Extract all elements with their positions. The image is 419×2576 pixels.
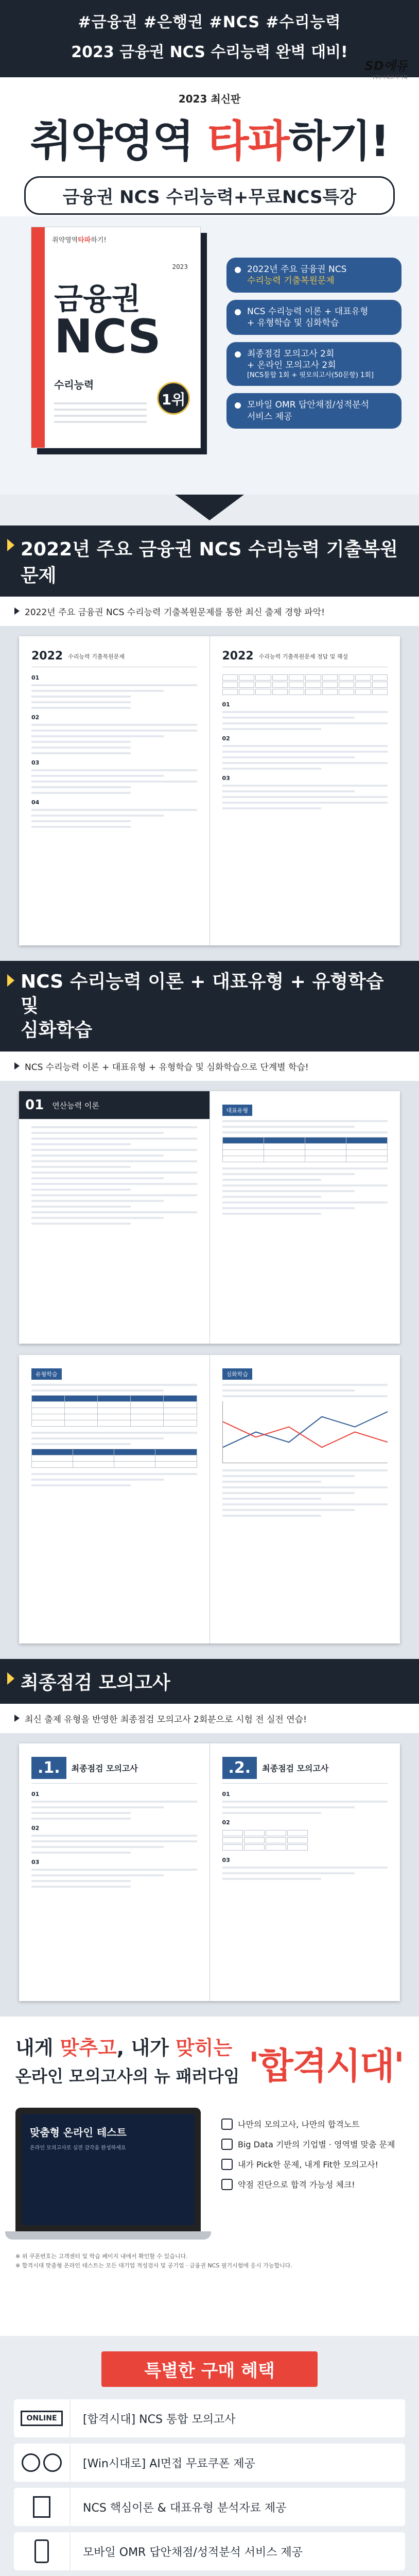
mock-1-number: .1. xyxy=(31,1757,66,1779)
feature-badges xyxy=(226,258,401,436)
question-number: 02 xyxy=(31,714,40,721)
benefit-text: NCS 핵심이론 & 대표유형 분석자료 제공 xyxy=(83,2501,287,2515)
section-3-preview xyxy=(0,1733,419,2016)
brand-logo-text: SD에듀 xyxy=(364,59,408,73)
laptop-illustration xyxy=(15,2108,211,2240)
laptop-body xyxy=(15,2108,201,2231)
section-1-desc: 2022년 주요 금융권 NCS 수리능력 기출복원문제를 통한 최신 출제 경향 파악! xyxy=(0,597,419,626)
question-number: 04 xyxy=(31,799,40,806)
line-chart-figure xyxy=(222,1401,388,1463)
ad-headline-c: , 내가 xyxy=(116,2037,176,2060)
question-number: 01 xyxy=(31,674,40,681)
page-header xyxy=(31,650,197,667)
spread-2b-left-page xyxy=(19,1355,210,1643)
answer-number: 01 xyxy=(222,701,230,708)
section-2-title xyxy=(0,961,419,1052)
page-label: 수리능력 기출복원문제 xyxy=(68,653,125,660)
question-number: 03 xyxy=(31,759,40,766)
ad-note-1: ※ 위 쿠폰번호는 고객센터 및 학습 페이지 내에서 확인할 수 있습니다. xyxy=(15,2253,188,2260)
rank-seal-icon: 1위 xyxy=(157,382,190,415)
section-2-title-line1: NCS 수리능력 이론 + 대표유형 + 유형학습 및 xyxy=(21,971,384,1016)
book-cover xyxy=(31,227,201,448)
online-test-ad xyxy=(0,2016,419,2336)
ad-notes xyxy=(15,2252,404,2270)
badge-3-line3: [NCS통합 1회 + 핏모의고사(50문항) 1회] xyxy=(247,371,374,379)
data-table xyxy=(222,1137,388,1162)
book-spread-1 xyxy=(19,636,400,945)
book-text-lines xyxy=(54,402,147,427)
pick-icon xyxy=(221,2159,233,2170)
chapter-number: 01 xyxy=(25,1097,44,1113)
badge-4-line2: 서비스 제공 xyxy=(247,411,292,422)
question-number: 03 xyxy=(222,1857,230,1864)
feature-badge-2 xyxy=(226,300,401,335)
section-2-preview xyxy=(0,1081,419,1659)
data-table xyxy=(31,1395,197,1427)
ad-feature-item xyxy=(221,2138,404,2150)
section-2-title-line2: 심화학습 xyxy=(21,1019,93,1041)
ad-feature-list xyxy=(221,2108,404,2240)
book-series xyxy=(52,234,107,244)
interview-icon xyxy=(14,2444,71,2482)
book-spread-2b xyxy=(19,1355,400,1643)
hero-subtitle: 금융권 NCS 수리능력+무료NCS특강 xyxy=(24,176,395,215)
question-number: 02 xyxy=(222,1819,230,1826)
hero-title-suffix: 하기! xyxy=(288,116,389,166)
spread-2a-left-page xyxy=(19,1091,210,1344)
ad-feature-item xyxy=(221,2118,404,2130)
book-series-c: 하기! xyxy=(91,236,107,244)
hero-title-highlight: 타파 xyxy=(207,116,289,166)
book-series-b: 타파 xyxy=(78,236,91,244)
ad-subheadline: 온라인 모의고사의 뉴 패러다임 xyxy=(15,2066,240,2087)
badge-4-line1: 모바일 OMR 답안채점/성적분석 xyxy=(247,400,370,411)
spread-1-left-page xyxy=(19,636,210,945)
book-series-a: 취약영역 xyxy=(52,236,78,244)
ad-feature-item xyxy=(221,2158,404,2170)
hero-visual xyxy=(0,216,419,495)
book-subject: 수리능력 xyxy=(54,379,94,391)
feature-badge-1 xyxy=(226,258,401,293)
benefit-text: 모바일 OMR 답안채점/성적분석 서비스 제공 xyxy=(83,2546,303,2559)
section-2-desc: NCS 수리능력 이론 + 대표유형 + 유형학습 및 심화학습으로 단계별 학습! xyxy=(0,1052,419,1081)
check-icon xyxy=(221,2179,233,2190)
page-year: 2022 xyxy=(31,650,63,663)
answer-grid xyxy=(222,674,388,695)
question-number: 02 xyxy=(31,1825,40,1832)
page-year: 2022 xyxy=(222,650,254,663)
hero-section xyxy=(0,0,419,526)
answer-number: 03 xyxy=(222,775,230,782)
page-header xyxy=(222,650,388,667)
mock-1-header xyxy=(31,1757,197,1784)
benefit-item xyxy=(14,2532,405,2570)
screen-subtitle: 온라인 모의고사로 실전 감각을 완성하세요 xyxy=(30,2145,126,2151)
study-badge: 심화학습 xyxy=(222,1368,253,1380)
laptop-base xyxy=(5,2231,211,2240)
ad-brand-name: '합격시대' xyxy=(248,2045,404,2088)
hashtags: #금융권 #은행권 #NCS #수리능력 xyxy=(78,13,341,31)
question-number: 03 xyxy=(31,1859,40,1866)
hero-title xyxy=(0,107,419,169)
edition-label: 2023 최신판 xyxy=(178,93,241,105)
page-label: 수리능력 기출복원문제 정답 및 해설 xyxy=(258,653,348,660)
feature-badge-4 xyxy=(226,393,401,428)
question-number: 01 xyxy=(31,1791,40,1798)
spread-1-right-page xyxy=(210,636,400,945)
mock-2-number: .2. xyxy=(222,1757,257,1779)
benefit-item xyxy=(14,2488,405,2526)
ad-feature-text: 약점 진단으로 합격 가능성 체크! xyxy=(238,2180,355,2190)
section-theory xyxy=(0,961,419,1659)
data-icon xyxy=(221,2139,233,2150)
online-icon xyxy=(14,2399,71,2437)
ad-note-2: ※ 합격시대 맞춤형 온라인 테스트는 모든 대기업 적성검사 및 공기업 · 금융권 NCS 필기시험에 응시 가능합니다. xyxy=(15,2262,292,2269)
ad-feature-text: 나만의 모의고사, 나만의 합격노트 xyxy=(238,2120,360,2130)
chapter-band xyxy=(19,1091,210,1119)
spread-2a-right-page xyxy=(210,1091,400,1344)
ad-content xyxy=(15,2108,404,2240)
hero-title-prefix: 취약영역 xyxy=(30,116,194,166)
section-1-preview xyxy=(0,626,419,961)
mock-1-title: 최종점검 모의고사 xyxy=(71,1764,138,1774)
section-3-title: 최종점검 모의고사 xyxy=(0,1659,419,1704)
spread-2b-right-page xyxy=(210,1355,400,1643)
benefit-text: [Win시대로] AI면접 무료쿠폰 제공 xyxy=(83,2457,255,2470)
type-badge: 대표유형 xyxy=(222,1105,253,1116)
badge-3-line1: 최종점검 모의고사 2회 xyxy=(247,349,335,360)
benefits-title: 특별한 구매 혜택 xyxy=(101,2351,318,2387)
hashtag-band xyxy=(0,0,419,77)
ad-feature-text: 내가 Pick한 문제, 내게 Fit한 모의고사! xyxy=(238,2160,378,2170)
badge-2-line1: NCS 수리능력 이론 + 대표유형 xyxy=(247,307,369,317)
brand-logo[interactable] xyxy=(364,56,408,80)
section-1-title: 2022년 주요 금융권 NCS 수리능력 기출복원문제 xyxy=(0,526,419,597)
book-title-2: NCS xyxy=(54,310,161,364)
headline: 2023 금융권 NCS 수리능력 완벽 대비! xyxy=(71,43,348,61)
mock-2-page xyxy=(210,1743,400,2001)
down-arrow-icon xyxy=(0,495,419,526)
benefit-item xyxy=(14,2444,405,2482)
mock-1-page xyxy=(19,1743,210,2001)
document-icon xyxy=(14,2488,71,2526)
online-icon-label: ONLINE xyxy=(21,2411,62,2426)
ad-headline-d: 맞히는 xyxy=(176,2037,233,2060)
mobile-icon xyxy=(14,2532,71,2570)
book-spine xyxy=(31,227,45,448)
badge-1-line2: 수리능력 기출복원문제 xyxy=(247,276,335,286)
benefit-item xyxy=(14,2399,405,2437)
mock-2-header xyxy=(222,1757,388,1784)
puzzle-grid xyxy=(222,1830,388,1851)
purchase-benefits xyxy=(0,2336,419,2576)
study-badge: 유형학습 xyxy=(31,1368,62,1380)
laptop-screen xyxy=(22,2114,195,2225)
brand-logo-sub: (주)시대고시기획 xyxy=(373,75,408,80)
screen-title: 맞춤형 온라인 테스트 xyxy=(30,2126,127,2139)
section-mock-exams xyxy=(0,1659,419,2016)
data-table xyxy=(31,1449,197,1468)
section-past-exams xyxy=(0,526,419,961)
ad-headline-a: 내게 xyxy=(15,2037,60,2060)
feature-badge-3 xyxy=(226,342,401,386)
book-spread-2a xyxy=(19,1091,400,1344)
badge-3-line2: + 온라인 모의고사 2회 xyxy=(247,360,336,371)
book-title-1: 금융권 xyxy=(54,281,141,316)
benefit-text: [합격시대] NCS 통합 모의고사 xyxy=(83,2413,236,2426)
badge-1-line1: 2022년 주요 금융권 NCS xyxy=(247,264,347,275)
ad-headline-b: 맞추고 xyxy=(60,2037,117,2060)
badge-2-line2: + 유형학습 및 심화학습 xyxy=(247,318,339,329)
chapter-title: 연산능력 이론 xyxy=(52,1100,99,1110)
answer-number: 02 xyxy=(222,735,230,742)
ad-feature-text: Big Data 기반의 기업별 · 영역별 맞춤 문제 xyxy=(238,2140,395,2150)
book-year: 2023 xyxy=(172,263,188,270)
book-spread-3 xyxy=(19,1743,400,2001)
section-3-desc: 최신 출제 유형을 반영한 최종점검 모의고사 2회분으로 시험 전 실전 연습! xyxy=(0,1704,419,1733)
mock-2-title: 최종점검 모의고사 xyxy=(262,1764,329,1774)
note-icon xyxy=(221,2119,233,2130)
ad-feature-item xyxy=(221,2178,404,2190)
question-number: 01 xyxy=(222,1791,230,1798)
chart-lines xyxy=(223,1401,388,1463)
